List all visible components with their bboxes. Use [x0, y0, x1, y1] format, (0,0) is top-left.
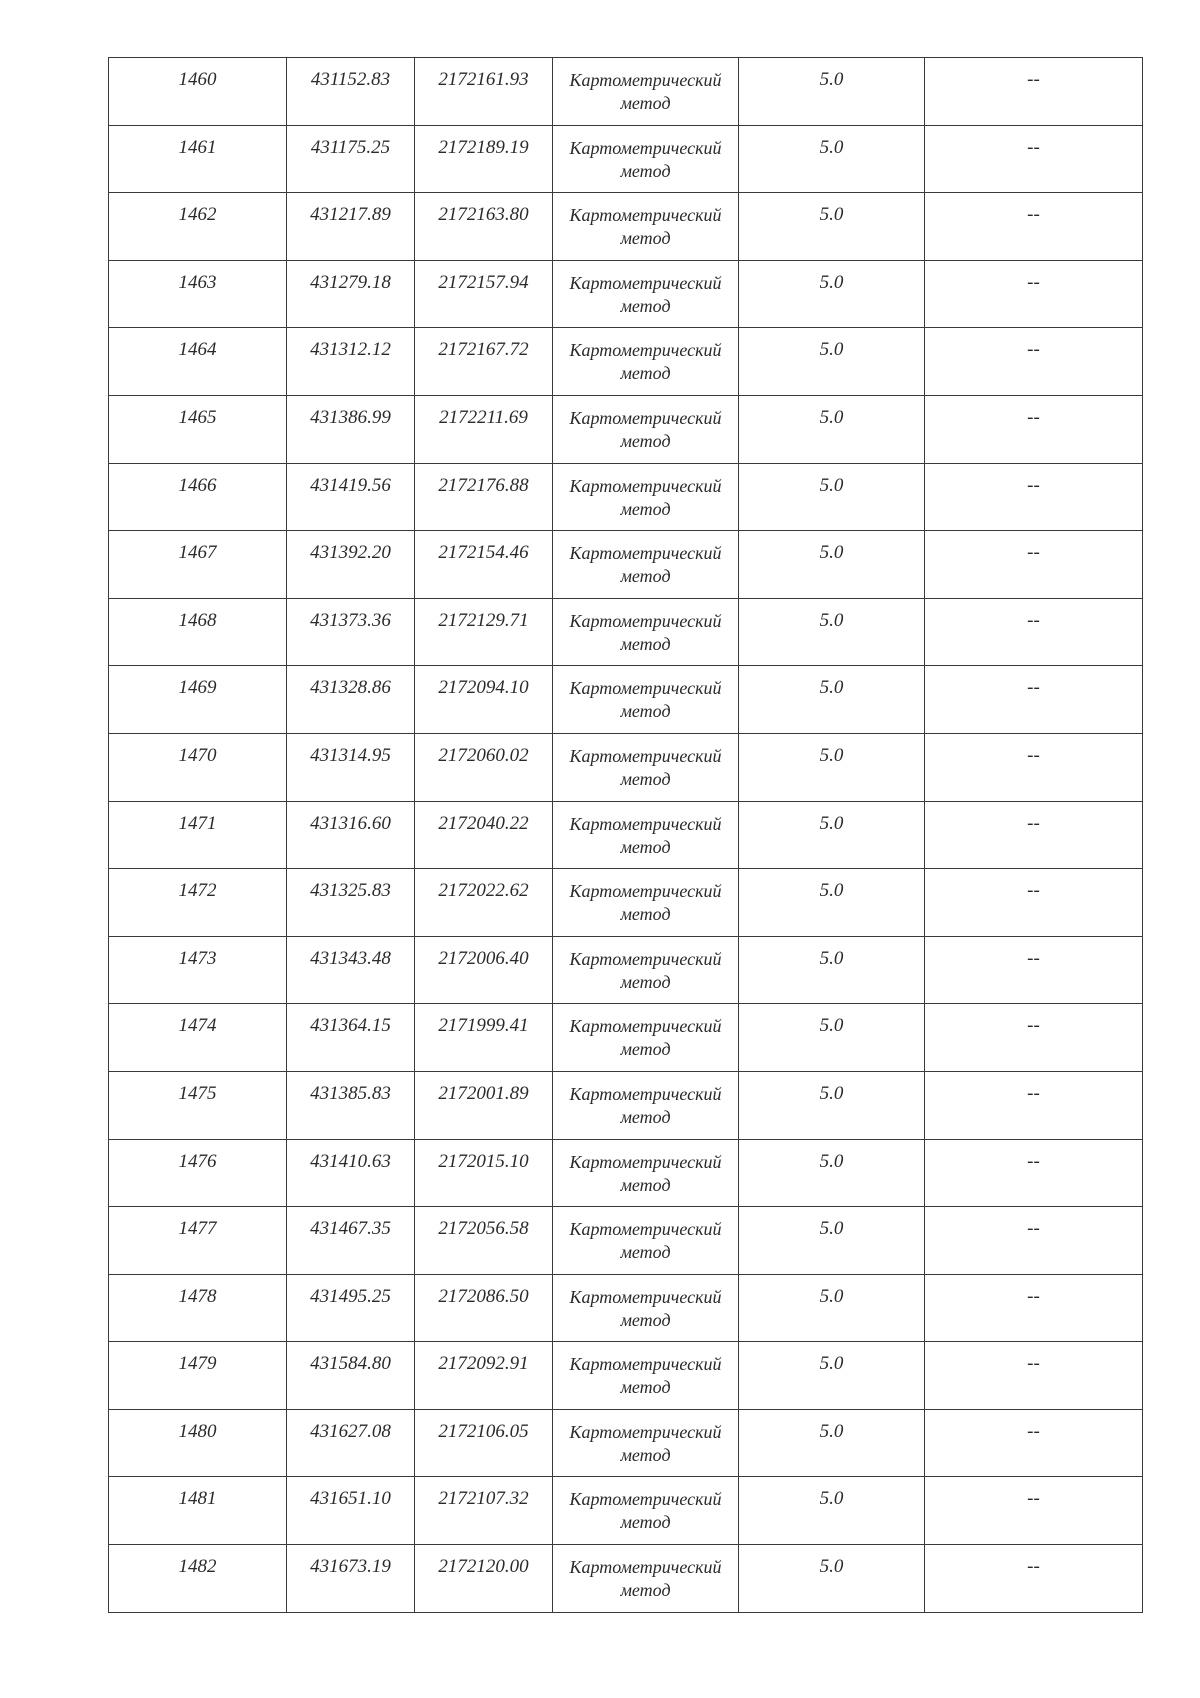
y-coordinate-cell: 2172120.00: [415, 1545, 553, 1613]
method-label-line-2: метод: [620, 430, 671, 451]
method-label-line-2: метод: [620, 633, 671, 654]
x-coordinate-cell: 431392.20: [287, 531, 415, 599]
method-label-line-1: Картометрический: [569, 745, 722, 766]
y-coordinate-cell: 2172161.93: [415, 58, 553, 126]
point-number-cell: 1481: [109, 1477, 287, 1545]
method-label-line-2: метод: [620, 1444, 671, 1465]
note-cell: --: [925, 463, 1143, 531]
note-cell: --: [925, 193, 1143, 261]
point-number-cell: 1482: [109, 1545, 287, 1613]
method-label-line-1: Картометрический: [569, 70, 722, 90]
note-cell: --: [925, 1139, 1143, 1207]
method-label-line-1: Картометрический: [569, 610, 722, 631]
table-row: [109, 1004, 1143, 1072]
table-row: [109, 531, 1143, 599]
accuracy-cell: 5.0: [739, 58, 925, 126]
method-label-line-1: Картометрический: [569, 407, 722, 428]
method-label-line-1: Картометрический: [569, 1151, 722, 1172]
table-row: [109, 1139, 1143, 1207]
method-label-line-2: метод: [620, 160, 671, 181]
note-cell: --: [925, 1071, 1143, 1139]
note-cell: --: [925, 125, 1143, 193]
x-coordinate-cell: 431651.10: [287, 1477, 415, 1545]
y-coordinate-cell: 2172092.91: [415, 1342, 553, 1410]
accuracy-cell: 5.0: [739, 869, 925, 937]
y-coordinate-cell: 2172006.40: [415, 936, 553, 1004]
method-cell: [553, 1477, 739, 1545]
y-coordinate-cell: 2172022.62: [415, 869, 553, 937]
note-cell: --: [925, 598, 1143, 666]
x-coordinate-cell: 431312.12: [287, 328, 415, 396]
note-cell: --: [925, 1477, 1143, 1545]
point-number-cell: 1467: [109, 531, 287, 599]
method-cell: [553, 666, 739, 734]
accuracy-cell: 5.0: [739, 463, 925, 531]
table-row: [109, 463, 1143, 531]
note-cell: --: [925, 666, 1143, 734]
y-coordinate-cell: 2172176.88: [415, 463, 553, 531]
y-coordinate-cell: 2172154.46: [415, 531, 553, 599]
method-label-line-1: Картометрический: [569, 137, 722, 158]
table-row: [109, 801, 1143, 869]
accuracy-cell: 5.0: [739, 1207, 925, 1275]
point-number-cell: 1473: [109, 936, 287, 1004]
note-cell: --: [925, 1342, 1143, 1410]
y-coordinate-cell: 2172094.10: [415, 666, 553, 734]
x-coordinate-cell: 431385.83: [287, 1071, 415, 1139]
point-number-cell: 1460: [109, 58, 287, 126]
method-label-line-2: метод: [620, 701, 671, 722]
method-label-line-2: метод: [620, 1174, 671, 1195]
x-coordinate-cell: 431673.19: [287, 1545, 415, 1613]
method-cell: [553, 58, 739, 126]
accuracy-cell: 5.0: [739, 598, 925, 666]
method-label-line-1: Картометрический: [569, 1354, 722, 1375]
y-coordinate-cell: 2172056.58: [415, 1207, 553, 1275]
method-cell: [553, 1139, 739, 1207]
method-label-line-1: Картометрический: [569, 1489, 722, 1510]
x-coordinate-cell: 431152.83: [287, 58, 415, 126]
table-row: [109, 1342, 1143, 1410]
point-number-cell: 1479: [109, 1342, 287, 1410]
note-cell: --: [925, 395, 1143, 463]
method-label-line-2: метод: [620, 295, 671, 316]
method-label-line-1: Картометрический: [569, 1219, 722, 1240]
method-label-line-2: метод: [620, 1106, 671, 1127]
x-coordinate-cell: 431316.60: [287, 801, 415, 869]
point-number-cell: 1463: [109, 260, 287, 328]
method-cell: [553, 1207, 739, 1275]
method-label-line-2: метод: [620, 904, 671, 925]
method-cell: [553, 1545, 739, 1613]
accuracy-cell: 5.0: [739, 733, 925, 801]
table-row: [109, 666, 1143, 734]
point-number-cell: 1470: [109, 733, 287, 801]
x-coordinate-cell: 431495.25: [287, 1274, 415, 1342]
method-label-line-2: метод: [620, 498, 671, 519]
point-number-cell: 1480: [109, 1409, 287, 1477]
y-coordinate-cell: 2172157.94: [415, 260, 553, 328]
accuracy-cell: 5.0: [739, 531, 925, 599]
x-coordinate-cell: 431314.95: [287, 733, 415, 801]
table-row: [109, 395, 1143, 463]
method-label-line-1: Картометрический: [569, 813, 722, 834]
note-cell: --: [925, 531, 1143, 599]
method-label-line-2: метод: [620, 363, 671, 384]
y-coordinate-cell: 2172189.19: [415, 125, 553, 193]
method-label-line-1: Картометрический: [569, 1557, 722, 1578]
method-label-line-2: метод: [620, 228, 671, 249]
note-cell: --: [925, 1207, 1143, 1275]
method-cell: [553, 801, 739, 869]
method-cell: [553, 733, 739, 801]
accuracy-cell: 5.0: [739, 328, 925, 396]
method-label-line-2: метод: [620, 1242, 671, 1263]
x-coordinate-cell: 431343.48: [287, 936, 415, 1004]
accuracy-cell: 5.0: [739, 193, 925, 261]
point-number-cell: 1465: [109, 395, 287, 463]
table-row: [109, 1071, 1143, 1139]
method-label-line-1: Картометрический: [569, 948, 722, 969]
method-label-line-1: Картометрический: [569, 881, 722, 902]
point-number-cell: 1478: [109, 1274, 287, 1342]
note-cell: --: [925, 936, 1143, 1004]
method-label-line-1: Картометрический: [569, 475, 722, 496]
table-row: [109, 328, 1143, 396]
y-coordinate-cell: 2172015.10: [415, 1139, 553, 1207]
note-cell: --: [925, 869, 1143, 937]
note-cell: --: [925, 1545, 1143, 1613]
method-label-line-1: Картометрический: [569, 1421, 722, 1442]
method-label-line-2: метод: [620, 971, 671, 992]
y-coordinate-cell: 2172129.71: [415, 598, 553, 666]
table-row: [109, 1207, 1143, 1275]
accuracy-cell: 5.0: [739, 1477, 925, 1545]
point-number-cell: 1471: [109, 801, 287, 869]
note-cell: --: [925, 58, 1143, 126]
y-coordinate-cell: 2172107.32: [415, 1477, 553, 1545]
accuracy-cell: 5.0: [739, 936, 925, 1004]
method-label-line-2: метод: [620, 1377, 671, 1398]
note-cell: --: [925, 328, 1143, 396]
x-coordinate-cell: 431467.35: [287, 1207, 415, 1275]
method-cell: [553, 328, 739, 396]
method-label-line-1: Картометрический: [569, 678, 722, 699]
method-label-line-2: метод: [620, 1309, 671, 1330]
method-cell: [553, 260, 739, 328]
point-number-cell: 1476: [109, 1139, 287, 1207]
method-cell: [553, 1004, 739, 1072]
point-number-cell: 1472: [109, 869, 287, 937]
accuracy-cell: 5.0: [739, 1004, 925, 1072]
table-row: [109, 1274, 1143, 1342]
point-number-cell: 1468: [109, 598, 287, 666]
point-number-cell: 1462: [109, 193, 287, 261]
method-cell: [553, 1071, 739, 1139]
method-cell: [553, 1409, 739, 1477]
table-row: [109, 58, 1143, 126]
y-coordinate-cell: 2172167.72: [415, 328, 553, 396]
y-coordinate-cell: 2172040.22: [415, 801, 553, 869]
y-coordinate-cell: 2172001.89: [415, 1071, 553, 1139]
table-row: [109, 1409, 1143, 1477]
method-cell: [553, 869, 739, 937]
method-label-line-2: метод: [620, 93, 671, 113]
x-coordinate-cell: 431386.99: [287, 395, 415, 463]
accuracy-cell: 5.0: [739, 260, 925, 328]
coordinates-table: [108, 57, 1143, 1613]
accuracy-cell: 5.0: [739, 1274, 925, 1342]
method-cell: [553, 936, 739, 1004]
method-label-line-1: Картометрический: [569, 205, 722, 226]
note-cell: --: [925, 1004, 1143, 1072]
x-coordinate-cell: 431328.86: [287, 666, 415, 734]
x-coordinate-cell: 431325.83: [287, 869, 415, 937]
y-coordinate-cell: 2172211.69: [415, 395, 553, 463]
note-cell: --: [925, 1274, 1143, 1342]
method-cell: [553, 598, 739, 666]
method-label-line-1: Картометрический: [569, 1286, 722, 1307]
x-coordinate-cell: 431279.18: [287, 260, 415, 328]
note-cell: --: [925, 801, 1143, 869]
y-coordinate-cell: 2171999.41: [415, 1004, 553, 1072]
x-coordinate-cell: 431410.63: [287, 1139, 415, 1207]
note-cell: --: [925, 733, 1143, 801]
x-coordinate-cell: 431627.08: [287, 1409, 415, 1477]
coordinates-table-body: [109, 58, 1143, 1613]
method-cell: [553, 531, 739, 599]
method-label-line-2: метод: [620, 836, 671, 857]
y-coordinate-cell: 2172163.80: [415, 193, 553, 261]
point-number-cell: 1466: [109, 463, 287, 531]
method-cell: [553, 193, 739, 261]
method-label-line-2: метод: [620, 1580, 671, 1601]
table-row: [109, 598, 1143, 666]
x-coordinate-cell: 431584.80: [287, 1342, 415, 1410]
y-coordinate-cell: 2172086.50: [415, 1274, 553, 1342]
x-coordinate-cell: 431217.89: [287, 193, 415, 261]
method-label-line-1: Картометрический: [569, 1083, 722, 1104]
method-label-line-2: метод: [620, 1039, 671, 1060]
table-row: [109, 1477, 1143, 1545]
point-number-cell: 1461: [109, 125, 287, 193]
accuracy-cell: 5.0: [739, 666, 925, 734]
table-row: [109, 733, 1143, 801]
accuracy-cell: 5.0: [739, 1342, 925, 1410]
table-row: [109, 936, 1143, 1004]
note-cell: --: [925, 1409, 1143, 1477]
accuracy-cell: 5.0: [739, 1545, 925, 1613]
method-label-line-2: метод: [620, 566, 671, 587]
table-row: [109, 260, 1143, 328]
y-coordinate-cell: 2172106.05: [415, 1409, 553, 1477]
accuracy-cell: 5.0: [739, 1409, 925, 1477]
x-coordinate-cell: 431175.25: [287, 125, 415, 193]
accuracy-cell: 5.0: [739, 1071, 925, 1139]
method-label-line-2: метод: [620, 768, 671, 789]
table-row: [109, 1545, 1143, 1613]
point-number-cell: 1469: [109, 666, 287, 734]
accuracy-cell: 5.0: [739, 1139, 925, 1207]
x-coordinate-cell: 431364.15: [287, 1004, 415, 1072]
point-number-cell: 1477: [109, 1207, 287, 1275]
method-label-line-1: Картометрический: [569, 1016, 722, 1037]
document-page: [108, 57, 1142, 1613]
table-row: [109, 869, 1143, 937]
point-number-cell: 1475: [109, 1071, 287, 1139]
point-number-cell: 1474: [109, 1004, 287, 1072]
method-label-line-1: Картометрический: [569, 272, 722, 293]
point-number-cell: 1464: [109, 328, 287, 396]
method-label-line-1: Картометрический: [569, 543, 722, 564]
x-coordinate-cell: 431419.56: [287, 463, 415, 531]
accuracy-cell: 5.0: [739, 395, 925, 463]
table-row: [109, 193, 1143, 261]
method-cell: [553, 463, 739, 531]
y-coordinate-cell: 2172060.02: [415, 733, 553, 801]
method-cell: [553, 125, 739, 193]
method-cell: [553, 1274, 739, 1342]
accuracy-cell: 5.0: [739, 125, 925, 193]
method-cell: [553, 395, 739, 463]
method-label-line-2: метод: [620, 1512, 671, 1533]
x-coordinate-cell: 431373.36: [287, 598, 415, 666]
accuracy-cell: 5.0: [739, 801, 925, 869]
method-cell: [553, 1342, 739, 1410]
table-row: [109, 125, 1143, 193]
note-cell: --: [925, 260, 1143, 328]
method-label-line-1: Картометрический: [569, 340, 722, 361]
